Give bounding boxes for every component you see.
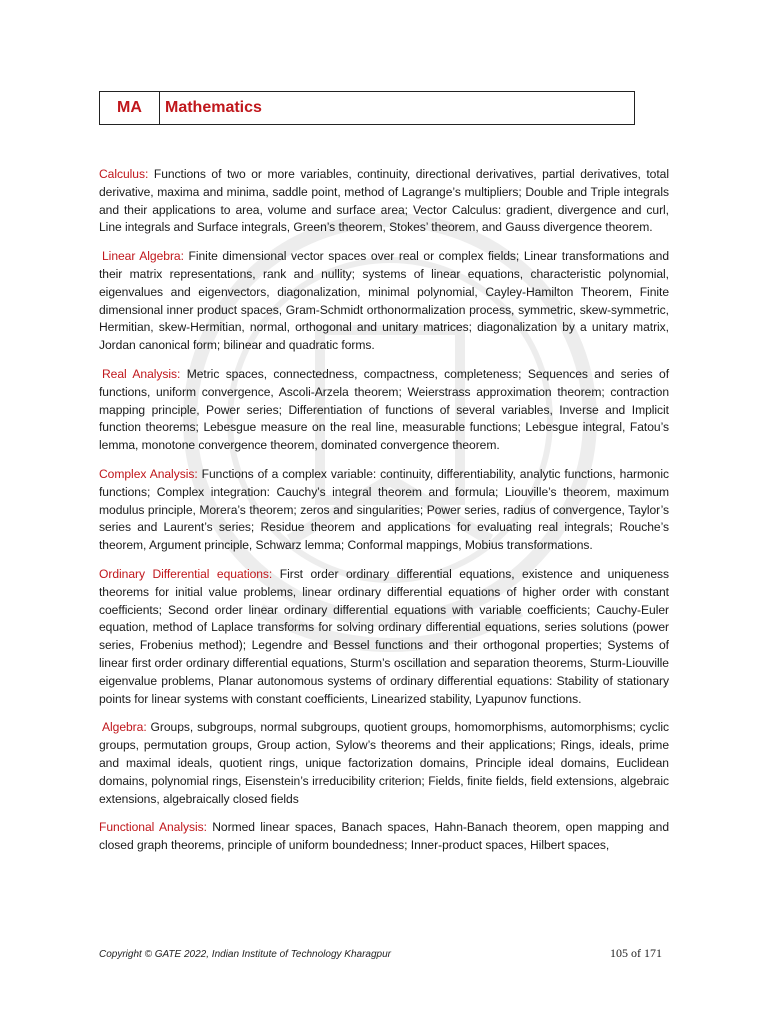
subject-title: Mathematics	[165, 99, 262, 116]
section-topic: Ordinary Differential equations:	[99, 566, 273, 581]
section-text: Normed linear spaces, Banach spaces, Hahn-Banach theorem, open mapping and closed graph theorems, principle of uniform boundedness; Inner-product spaces, Hilbert spaces,	[99, 820, 669, 853]
syllabus-section-algebra	[99, 719, 669, 808]
copyright-notice: Copyright © GATE 2022, Indian Institute of Technology Kharagpur	[99, 949, 391, 960]
syllabus-section-calculus	[99, 166, 669, 237]
subject-header	[99, 91, 635, 125]
section-text: Functions of a complex variable: continuity, differentiability, analytic functions, harmonic functions; Complex integration: Cauchy’s integral theorem and formula; Liouville’s theorem, maximum modulus principle, Morera’s theorem; zeros and singularities; Power series, radius of convergence, Taylor’s series and Laurent’s series; Residue theorem and applications for evaluating real integrals; Rouche’s theorem, Argument principle, Schwarz lemma; Conformal mappings, Mobius transformations.	[99, 466, 669, 553]
section-topic: Complex Analysis:	[99, 466, 198, 481]
syllabus-content	[99, 166, 669, 866]
section-topic: Calculus:	[99, 167, 149, 181]
syllabus-section-ode	[99, 566, 669, 708]
syllabus-section-complex-analysis	[99, 466, 669, 555]
section-topic: Functional Analysis:	[99, 820, 207, 835]
section-text: First order ordinary differential equations, existence and uniqueness theorems for initial value problems, linear ordinary differential equations of higher order with constant coefficients; Second order linear ordinary differential equations with variable coefficients; Cauchy-Euler equation, method of Laplace transforms for solving ordinary differential equations, series solutions (power series, Frobenius method); Legendre and Bessel functions and their orthogonal properties; Systems of linear first order ordinary differential equations, Sturm’s oscillation and separation theorems, Sturm-Liouville eigenvalue problems, Planar autonomous systems of ordinary differential equations: Stability of stationary points for linear systems with constant coefficients, Linearized stability, Lyapunov functions.	[99, 566, 669, 706]
syllabus-section-functional-analysis	[99, 819, 669, 855]
subject-code: MA	[100, 92, 160, 124]
syllabus-section-linear-algebra	[99, 248, 669, 355]
section-text: Functions of two or more variables, continuity, directional derivatives, partial derivatives, total derivative, maxima and minima, saddle point, method of Lagrange’s multipliers; Double and Triple integrals and their applications to area, volume and surface area; Vector Calculus: gradient, divergence and curl, Line integrals and Surface integrals, Green’s theorem, Stokes’ theorem, and Gauss divergence theorem.	[99, 167, 669, 235]
syllabus-section-real-analysis	[99, 366, 669, 455]
section-topic: Real Analysis:	[102, 366, 181, 381]
section-topic: Linear Algebra:	[102, 249, 184, 264]
section-text: Groups, subgroups, normal subgroups, quotient groups, homomorphisms, automorphisms; cyclic groups, permutation groups, Group action, Sylow’s theorems and their applications; Rings, ideals, prime and maximal ideals, quotient rings, unique factorization domains, Principle ideal domains, Euclidean domains, polynomial rings, Eisenstein’s irreducibility criterion; Fields, finite fields, field extensions, algebraic extensions, algebraically closed fields	[99, 720, 669, 806]
page-footer	[99, 946, 662, 961]
section-text: Finite dimensional vector spaces over real or complex fields; Linear transformations and their matrix representations, rank and nullity; systems of linear equations, characteristic polynomial, eigenvalues and eigenvectors, diagonalization, minimal polynomial, Cayley-Hamilton Theorem, Finite dimensional inner product spaces, Gram-Schmidt orthonormalization process, symmetric, skew-symmetric, Hermitian, skew-Hermitian, normal, orthogonal and unitary matrices; diagonalization by a unitary matrix, Jordan canonical form; bilinear and quadratic forms.	[99, 249, 670, 353]
page-number: 105 of 171	[610, 946, 662, 960]
section-text: Metric spaces, connectedness, compactness, completeness; Sequences and series of functions, uniform convergence, Ascoli-Arzela theorem; Weierstrass approximation theorem; contraction mapping principle, Power series; Differentiation of functions of several variables, Inverse and Implicit function theorems; Lebesgue measure on the real line, measurable functions; Lebesgue integral, Fatou’s lemma, monotone convergence theorem, dominated convergence theorem.	[99, 366, 669, 453]
section-topic: Algebra:	[102, 720, 147, 735]
